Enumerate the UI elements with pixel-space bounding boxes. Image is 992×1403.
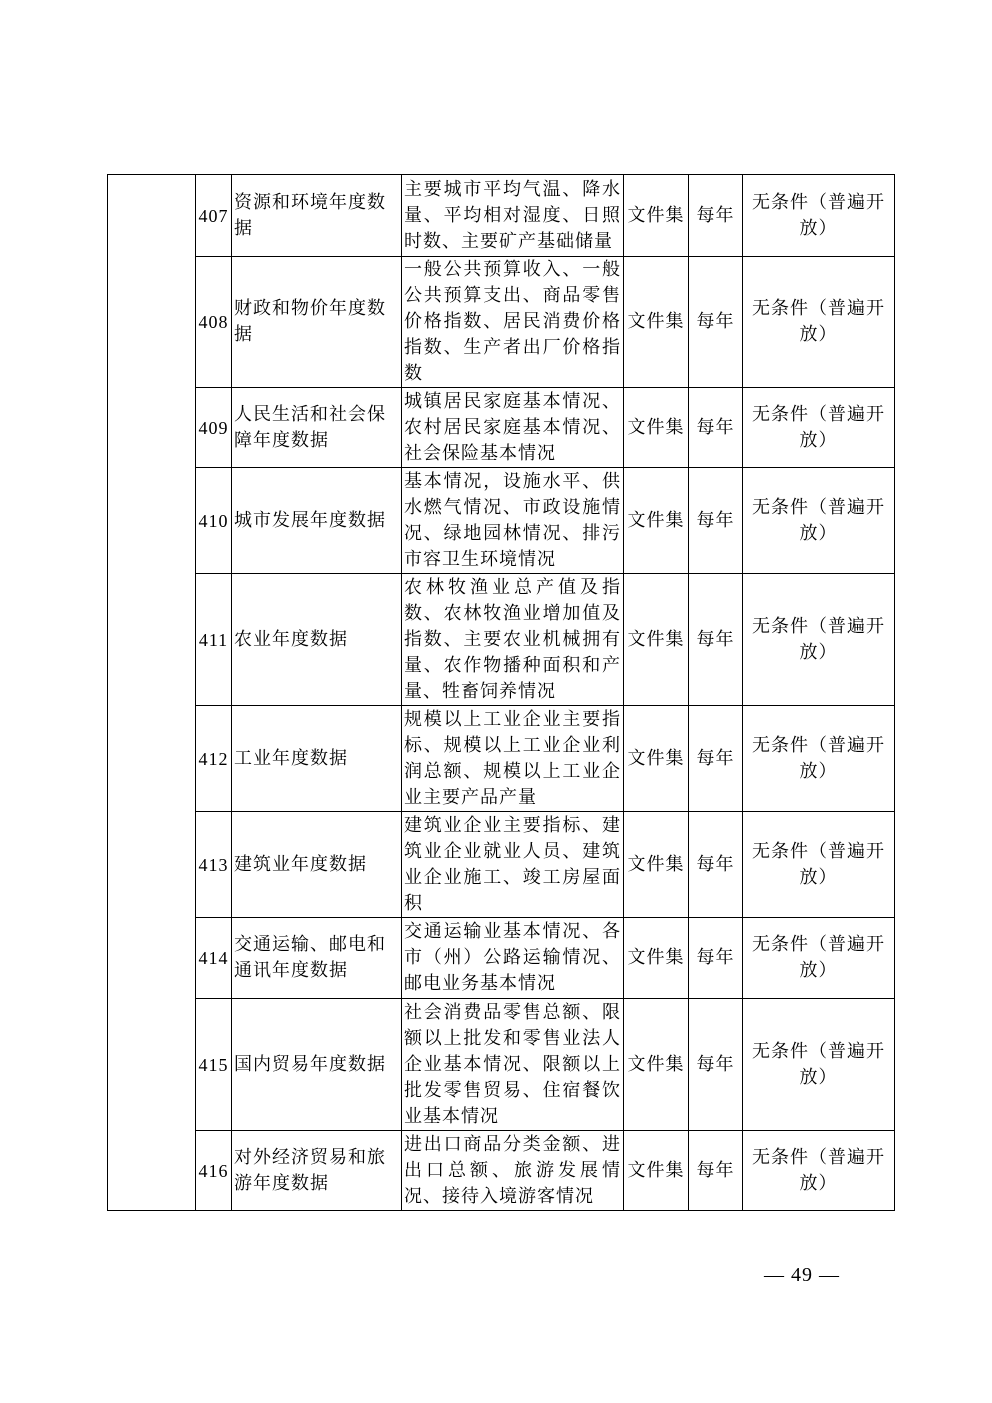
dataset-description: 基本情况，设施水平、供水燃气情况、市政设施情况、绿地园林情况、排污市容卫生环境情况	[402, 468, 624, 574]
dataset-format: 文件集	[624, 257, 689, 388]
dataset-format: 文件集	[624, 388, 689, 468]
dataset-format: 文件集	[624, 706, 689, 812]
dataset-description: 交通运输业基本情况、各市（州）公路运输情况、邮电业务基本情况	[402, 918, 624, 999]
table-row	[108, 706, 895, 812]
open-condition: 无条件（普遍开放）	[743, 812, 895, 918]
open-condition: 无条件（普遍开放）	[743, 468, 895, 574]
dataset-name: 对外经济贸易和旅游年度数据	[232, 1131, 402, 1211]
dataset-name: 建筑业年度数据	[232, 812, 402, 918]
open-condition: 无条件（普遍开放）	[743, 257, 895, 388]
row-number: 410	[196, 468, 232, 574]
row-number: 416	[196, 1131, 232, 1211]
dataset-description: 进出口商品分类金额、进出口总额、旅游发展情况、接待入境游客情况	[402, 1131, 624, 1211]
update-frequency: 每年	[689, 918, 743, 999]
update-frequency: 每年	[689, 175, 743, 257]
table-row	[108, 812, 895, 918]
dataset-name: 城市发展年度数据	[232, 468, 402, 574]
dataset-name: 资源和环境年度数据	[232, 175, 402, 257]
dataset-name: 国内贸易年度数据	[232, 999, 402, 1131]
dataset-description: 社会消费品零售总额、限额以上批发和零售业法人企业基本情况、限额以上批发零售贸易、住宿餐饮业基本情况	[402, 999, 624, 1131]
row-number: 408	[196, 257, 232, 388]
category-cell	[108, 175, 196, 1211]
table-row	[108, 1131, 895, 1211]
dataset-description: 一般公共预算收入、一般公共预算支出、商品零售价格指数、居民消费价格指数、生产者出厂价格指数	[402, 257, 624, 388]
update-frequency: 每年	[689, 706, 743, 812]
open-condition: 无条件（普遍开放）	[743, 706, 895, 812]
row-number: 407	[196, 175, 232, 257]
dataset-name: 财政和物价年度数据	[232, 257, 402, 388]
open-condition: 无条件（普遍开放）	[743, 1131, 895, 1211]
table-row	[108, 574, 895, 706]
update-frequency: 每年	[689, 999, 743, 1131]
table-row	[108, 388, 895, 468]
dataset-format: 文件集	[624, 468, 689, 574]
row-number: 413	[196, 812, 232, 918]
table-row	[108, 918, 895, 999]
update-frequency: 每年	[689, 812, 743, 918]
dataset-format: 文件集	[624, 175, 689, 257]
row-number: 409	[196, 388, 232, 468]
open-condition: 无条件（普遍开放）	[743, 999, 895, 1131]
update-frequency: 每年	[689, 574, 743, 706]
dataset-format: 文件集	[624, 574, 689, 706]
row-number: 411	[196, 574, 232, 706]
table-row	[108, 999, 895, 1131]
dataset-format: 文件集	[624, 918, 689, 999]
dataset-description: 建筑业企业主要指标、建筑业企业就业人员、建筑业企业施工、竣工房屋面积	[402, 812, 624, 918]
open-condition: 无条件（普遍开放）	[743, 574, 895, 706]
dataset-description: 规模以上工业企业主要指标、规模以上工业企业利润总额、规模以上工业企业主要产品产量	[402, 706, 624, 812]
update-frequency: 每年	[689, 468, 743, 574]
dataset-format: 文件集	[624, 1131, 689, 1211]
table-row	[108, 468, 895, 574]
dataset-format: 文件集	[624, 999, 689, 1131]
dataset-name: 交通运输、邮电和通讯年度数据	[232, 918, 402, 999]
dataset-name: 人民生活和社会保障年度数据	[232, 388, 402, 468]
row-number: 415	[196, 999, 232, 1131]
update-frequency: 每年	[689, 1131, 743, 1211]
table-row	[108, 175, 895, 257]
dataset-name: 工业年度数据	[232, 706, 402, 812]
row-number: 412	[196, 706, 232, 812]
dataset-format: 文件集	[624, 812, 689, 918]
table-row	[108, 257, 895, 388]
dataset-description: 城镇居民家庭基本情况、农村居民家庭基本情况、社会保险基本情况	[402, 388, 624, 468]
open-condition: 无条件（普遍开放）	[743, 918, 895, 999]
update-frequency: 每年	[689, 388, 743, 468]
open-condition: 无条件（普遍开放）	[743, 388, 895, 468]
dataset-description: 主要城市平均气温、降水量、平均相对湿度、日照时数、主要矿产基础储量	[402, 175, 624, 257]
update-frequency: 每年	[689, 257, 743, 388]
data-catalog-table	[107, 174, 895, 1211]
row-number: 414	[196, 918, 232, 999]
page-number: — 49 —	[764, 1264, 840, 1286]
dataset-name: 农业年度数据	[232, 574, 402, 706]
open-condition: 无条件（普遍开放）	[743, 175, 895, 257]
dataset-description: 农林牧渔业总产值及指数、农林牧渔业增加值及指数、主要农业机械拥有量、农作物播种面积和产量、牲畜饲养情况	[402, 574, 624, 706]
